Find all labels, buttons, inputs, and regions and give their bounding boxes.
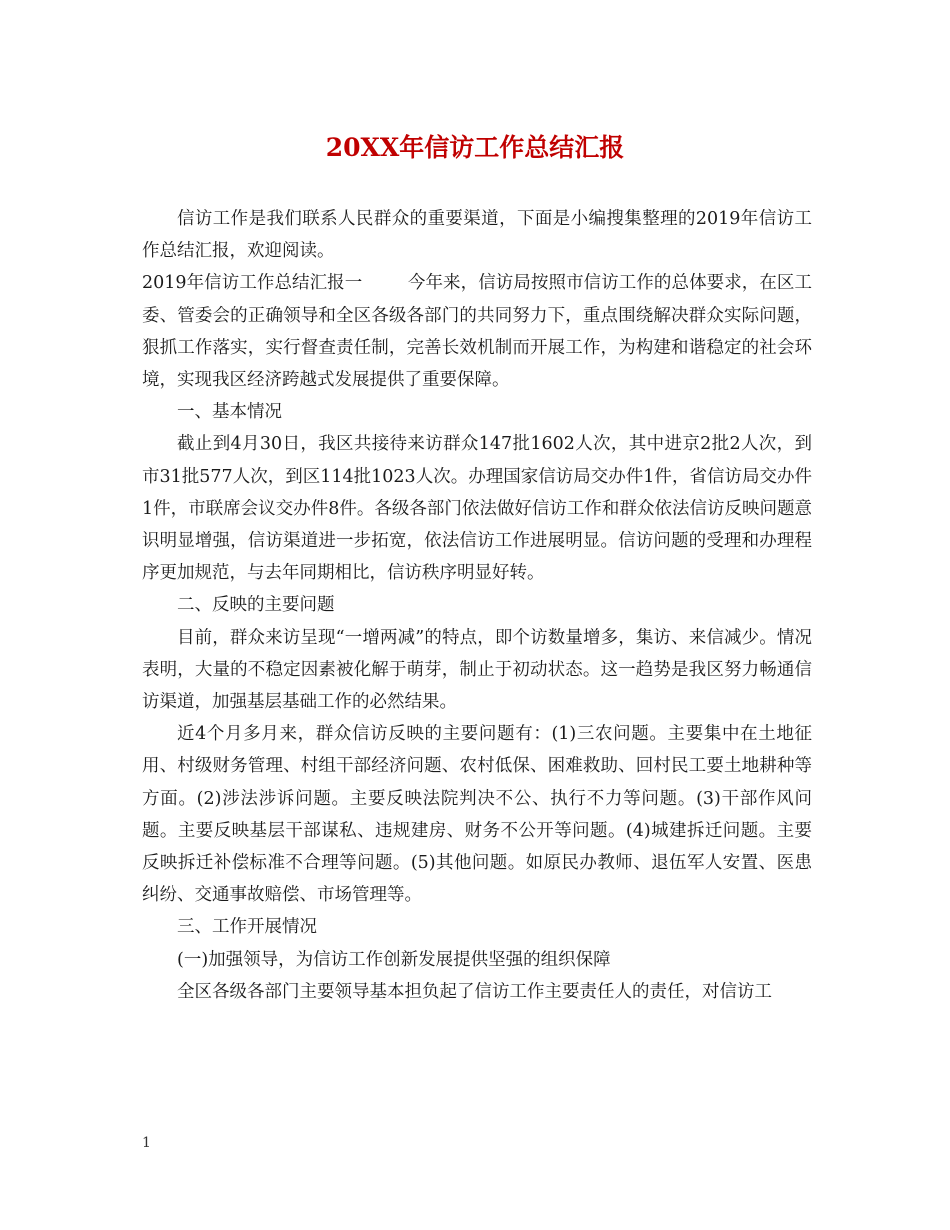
section2-heading: 二、反映的主要问题	[177, 595, 335, 616]
report-heading: 2019年信访工作总结汇报一	[142, 273, 363, 294]
section2-paragraph-1: 目前，群众来访呈现“一增两减”的特点，即个访数量增多，集访、来信减少。情况表明，大量的不稳定因素被化解于萌芽，制止于初动状态。这一趋势是我区努力畅通信访渠道，加强基层基础工作的必然结果。	[142, 627, 812, 713]
section3-subheading: (一)加强领导，为信访工作创新发展提供坚强的组织保障	[177, 949, 611, 970]
page-number: 1	[142, 1135, 151, 1151]
report-opening: 今年来，信访局按照市信访工作的总体要求，在区工委、管委会的正确领导和全区各级各部门的共同努力下，重点围绕解决群众实际问题，狠抓工作落实，实行督查责任制，完善长效机制而开展工作，为构建和谐稳定的社会环境，实现我区经济跨越式发展提供了重要保障。	[142, 273, 813, 391]
section2-paragraph-2: 近4个月多月来，群众信访反映的主要问题有：(1)三农问题。主要集中在土地征用、村级财务管理、村组干部经济问题、农村低保、困难救助、回村民工要土地耕种等方面。(2)涉法涉诉问题。主要反映法院判决不公、执行不力等问题。(3)干部作风问题。主要反映基层干部谋私、违规建房、财务不公开等问题。(4)城建拆迁问题。主要反映拆迁补偿标准不合理等问题。(5)其他问题。如原民办教师、退伍军人安置、医患纠纷、交通事故赔偿、市场管理等。	[142, 724, 812, 906]
section1-paragraph: 截止到4月30日，我区共接待来访群众147批1602人次，其中进京2批2人次，到市31批577人次，到区114批1023人次。办理国家信访局交办件1件，省信访局交办件1件，市联席会议交办件8件。各级各部门依法做好信访工作和群众依法信访反映问题意识明显增强，信访渠道进一步拓宽，依法信访工作进展明显。信访问题的受理和办理程序更加规范，与去年同期相比，信访秩序明显好转。	[142, 434, 812, 584]
section3-paragraph: 全区各级各部门主要领导基本担负起了信访工作主要责任人的责任，对信访工	[177, 981, 772, 1002]
section3-heading: 三、工作开展情况	[177, 917, 317, 938]
intro-paragraph: 信访工作是我们联系人民群众的重要渠道，下面是小编搜集整理的2019年信访工作总结汇报，欢迎阅读。	[142, 209, 812, 262]
section1-heading: 一、基本情况	[177, 402, 282, 423]
report-paragraph	[142, 267, 812, 396]
document-title: 20XX年信访工作总结汇报	[325, 133, 625, 162]
document-body	[142, 203, 812, 1008]
